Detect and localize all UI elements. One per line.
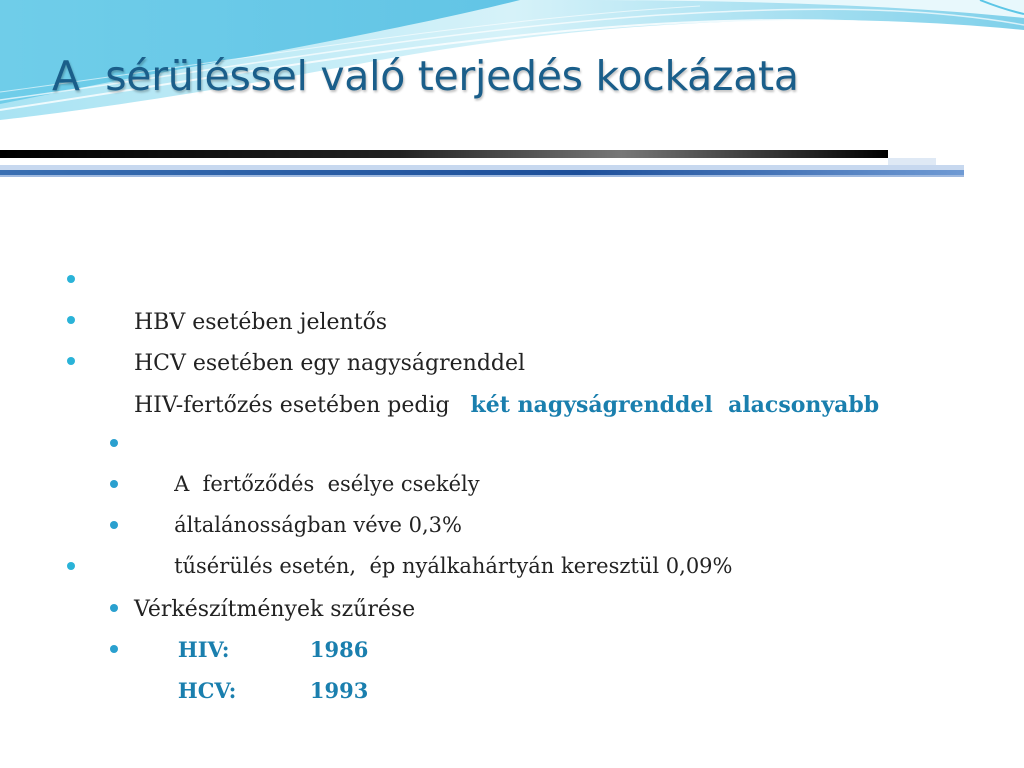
bullet-dot-icon <box>110 480 118 488</box>
bullet-dot-icon <box>67 562 75 570</box>
bullet-dot-icon <box>110 645 118 653</box>
bullet-dot-icon <box>67 316 75 324</box>
screening-year: 1993 <box>309 678 369 703</box>
list-item-text: A fertőződés esélye csekély <box>174 472 480 496</box>
bullet-dot-icon <box>110 439 118 447</box>
sub-list-item <box>134 638 368 722</box>
list-item-text: HIV-fertőzés esetében pedig <box>133 393 471 418</box>
screening-year: 1986 <box>309 637 369 662</box>
bullet-dot-icon <box>67 357 75 365</box>
list-item-text: HBV esetében jelentős <box>133 310 388 335</box>
list-item-text: Vérkészítmények szűrése <box>133 597 416 622</box>
screening-label: HCV: <box>177 678 237 703</box>
bullet-dot-icon <box>110 604 118 612</box>
list-item <box>92 350 879 439</box>
bullet-dot-icon <box>110 521 118 529</box>
list-item-text: tűsérülés esetén, ép nyálkahártyán keresztül 0,09% <box>174 554 733 578</box>
list-item-highlight: két nagyságrenddel alacsonyabb <box>470 392 880 418</box>
bullet-dot-icon <box>67 275 75 283</box>
list-item-text: HCV esetében egy nagyságrenddel <box>133 351 526 376</box>
list-item-text: általánosságban véve 0,3% <box>174 513 462 537</box>
screening-label: HIV: <box>177 637 230 662</box>
page-title: A sérüléssel való terjedés kockázata <box>52 52 799 100</box>
